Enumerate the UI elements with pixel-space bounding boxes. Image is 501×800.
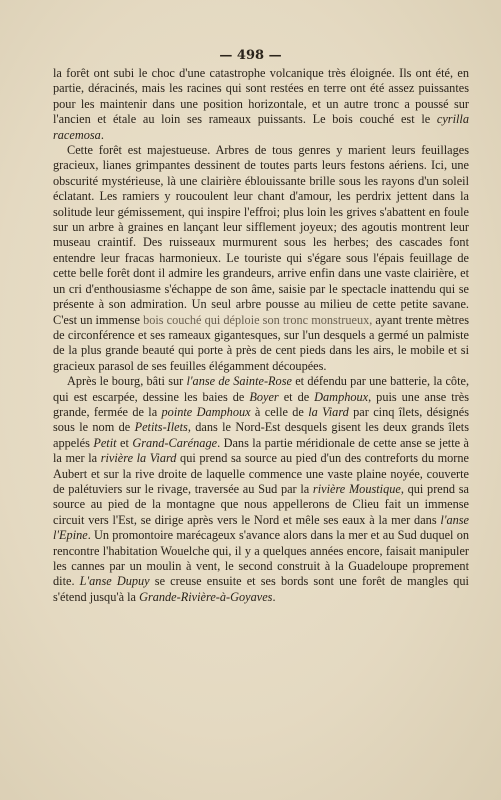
page-number: — 498 — <box>219 48 282 63</box>
italic-term: rivière Moustique <box>312 481 401 496</box>
text-run: se creuse ensuite et ses bords sont une forêt de mangles qui s'étend jusqu'à la <box>53 574 469 604</box>
italic-term: l'anse de Sainte-Rose <box>186 374 292 389</box>
italic-term: Boyer <box>249 389 279 404</box>
paragraph-2 <box>53 143 469 374</box>
text-run: . <box>272 589 276 604</box>
text-run: et défendu par une batterie, la côte, qui est escarpée, dessine les baies de <box>53 374 470 404</box>
italic-term: pointe Damphoux <box>161 404 251 419</box>
text-run: . <box>100 127 104 142</box>
body-text <box>53 66 469 605</box>
italic-term: L'anse Dupuy <box>79 574 150 589</box>
text-run: et <box>116 435 133 450</box>
text-run: . Dans la partie méridionale de cette anse se jette à la mer la <box>53 435 470 466</box>
italic-term: cyrilla racemosa <box>53 112 469 142</box>
paragraph-1 <box>53 66 469 143</box>
italic-term: la Viard <box>308 404 349 419</box>
text-run: la forêt ont subi le choc d'une catastrophe volcanique très éloignée. Ils ont été, en partie, déracinés, mais les racines qui sont restées en terre ont été assez puissantes pour les maintenir dans une position horizontale, et un autre tronc a poussé sur l'ancien et étale au loin ses rameaux puissants. Le bois couché est le <box>53 66 469 127</box>
italic-term: Grande-Rivière-à-Goyaves <box>139 589 273 604</box>
text-run: , qui prend sa source au pied de la montagne que nous appellerons de Clieu fait un immense circuit vers l'Est, se dirige après vers le Nord et mêle ses eaux à la mer dans <box>53 481 469 527</box>
text-run: ayant trente mètres de circonférence et ses rameaux gigantesques, sur l'un desquels a germé un palmiste de la plus grande beauté qui porte à près de cent pieds dans les airs, le mobile et si gracieux parasol de ses feuilles élégamment découpées. <box>53 312 470 373</box>
text-run: bois couché qui déploie son tronc monstrueux, <box>143 312 373 327</box>
italic-term: Petits-Ilets <box>134 420 188 435</box>
text-run: , puis une anse très grande, fermée de la <box>53 389 469 419</box>
text-run: et de <box>278 389 315 404</box>
paragraph-3 <box>53 374 469 605</box>
text-run: Après le bourg, bâti sur <box>67 374 187 389</box>
text-run: , dans le Nord-Est desquels gisent les deux grands îlets appelés <box>53 420 469 450</box>
italic-term: Damphoux <box>314 389 369 404</box>
text-run: par cinq îlets, désignés sous le nom de <box>53 404 469 435</box>
text-run: à celle de <box>250 404 309 419</box>
italic-term: rivière la Viard <box>100 451 177 466</box>
text-run: qui prend sa source au pied d'un des contreforts du morne Aubert et sur la rive droite de laquelle commence une vaste plaine noyée, couverte de palétuviers sur le rivage, traversée au Sud par la <box>53 451 470 496</box>
italic-term: Grand-Carénage <box>132 435 218 450</box>
italic-term: l'anse l'Epine <box>53 512 469 543</box>
text-run: . Un promontoire marécageux s'avance alors dans la mer et au Sud duquel on rencontre l'habitation Wouelche qui, il y a quelques années encore, faisait manipuler les cannes par un moulin à vent, le second construit à la Guadeloupe proprement dite. <box>53 528 469 589</box>
text-run: Cette forêt est majestueuse. Arbres de tous genres y marient leurs feuillages gracieux, lianes grimpantes dessinent de toutes parts leurs festons aériens. Ici, une obscurité mystérieuse, là une clairière éblouissante brille sous les rayons d'un soleil éclatant. Les ramiers y roucoulent leur chant d'amour, les perdrix jettent dans la solitude leur gémissement, qui inspire l'effroi; plus loin les grives s'abattent en foule sur un arbre à graines en lançant leur sifflement joyeux; des agoutis montrent leur museau craintif. Des ruisseaux murmurent sous les herbes; des cascades font entendre leur fracas harmonieux. Le touriste qui s'égare sous l'épais feuillage de cette belle forêt dont il admire les grandeurs, arrive enfin dans une vaste clairière, et un cri d'enthousiasme s'échappe de son âme, saisie par le spectacle inattendu qui se présente à son admiration. Un seul arbre pousse au milieu de cette petite savane. C'est un immense <box>53 143 469 327</box>
italic-term: Petit <box>93 435 117 450</box>
